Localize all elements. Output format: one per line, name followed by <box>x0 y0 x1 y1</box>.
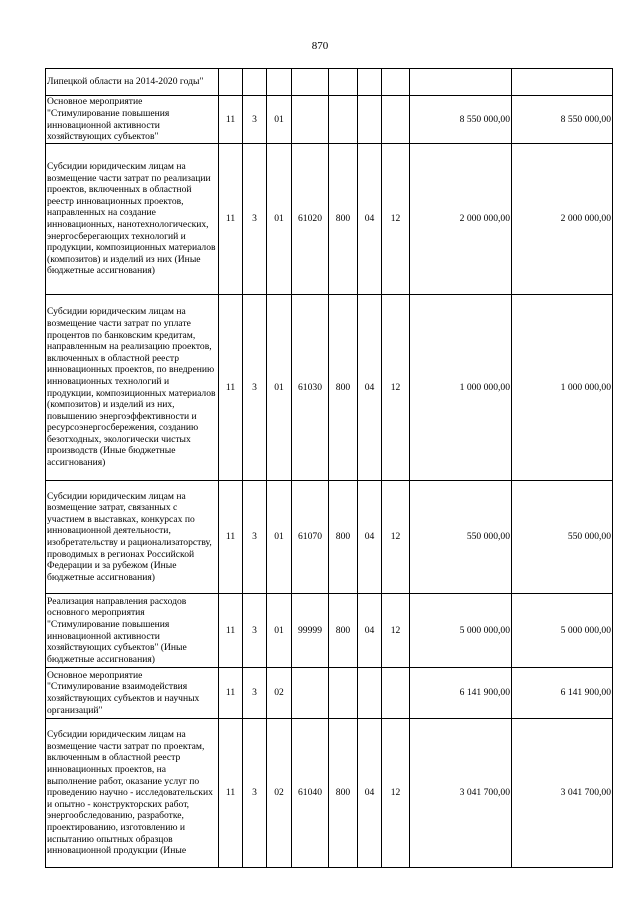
code-cell <box>267 69 292 96</box>
code-cell: 04 <box>358 481 382 594</box>
code-cell: 11 <box>219 96 243 144</box>
code-cell <box>219 69 243 96</box>
row-name: Субсидии юридическим лицам на возмещение части затрат по реализации проектов, включенных в областной реестр инновационных проектов, направленных на создание инновационных, нанотехнологических, энергосберегающих технологий и продукции, композиционных материалов (композитов) и изделий из них (Иные бюджетные ассигнования) <box>46 144 219 295</box>
amount-cell <box>512 69 613 96</box>
code-cell: 11 <box>219 481 243 594</box>
table-row <box>46 69 613 96</box>
code-cell: 3 <box>243 668 267 719</box>
code-cell: 11 <box>219 295 243 481</box>
code-cell: 800 <box>329 295 358 481</box>
code-cell <box>358 69 382 96</box>
code-cell: 61030 <box>292 295 329 481</box>
amount-cell: 8 550 000,00 <box>410 96 512 144</box>
code-cell: 12 <box>382 295 410 481</box>
code-cell <box>358 96 382 144</box>
code-cell: 99999 <box>292 594 329 668</box>
code-cell: 61040 <box>292 719 329 868</box>
code-cell <box>382 69 410 96</box>
code-cell: 11 <box>219 144 243 295</box>
code-cell: 01 <box>267 481 292 594</box>
code-cell: 01 <box>267 295 292 481</box>
amount-cell: 5 000 000,00 <box>512 594 613 668</box>
table-row <box>46 96 613 144</box>
code-cell <box>382 96 410 144</box>
amount-cell: 550 000,00 <box>410 481 512 594</box>
code-cell: 12 <box>382 719 410 868</box>
code-cell: 3 <box>243 594 267 668</box>
code-cell <box>329 668 358 719</box>
table-row <box>46 668 613 719</box>
amount-cell <box>410 69 512 96</box>
row-name: Субсидии юридическим лицам на возмещение части затрат по уплате процентов по банковским кредитам, направленным на реализацию проектов, включенных в областной реестр инновационных проектов, по внедрению инновационных технологий и продукции, композиционных материалов (композитов) и изделий из них, повышению энергоэффективности и ресурсоэнергосбережения, созданию безотходных, экологически чистых производств (Иные бюджетные ассигнования) <box>46 295 219 481</box>
code-cell: 02 <box>267 719 292 868</box>
code-cell: 800 <box>329 144 358 295</box>
amount-cell: 3 041 700,00 <box>410 719 512 868</box>
code-cell: 04 <box>358 594 382 668</box>
amount-cell: 1 000 000,00 <box>512 295 613 481</box>
table-row <box>46 144 613 295</box>
code-cell: 3 <box>243 719 267 868</box>
budget-table <box>45 68 613 868</box>
code-cell: 12 <box>382 594 410 668</box>
row-name: Субсидии юридическим лицам на возмещение затрат, связанных с участием в выставках, конкурсах по инновационной деятельности, изобретательству и рационализаторству, проводимых в регионах Российской Федерации и за рубежом (Иные бюджетные ассигнования) <box>46 481 219 594</box>
code-cell: 11 <box>219 668 243 719</box>
code-cell: 04 <box>358 295 382 481</box>
code-cell <box>292 668 329 719</box>
code-cell: 04 <box>358 144 382 295</box>
code-cell: 800 <box>329 719 358 868</box>
code-cell: 12 <box>382 481 410 594</box>
table-row <box>46 594 613 668</box>
amount-cell: 2 000 000,00 <box>512 144 613 295</box>
code-cell: 11 <box>219 719 243 868</box>
code-cell <box>243 69 267 96</box>
code-cell <box>382 668 410 719</box>
code-cell: 3 <box>243 481 267 594</box>
code-cell: 800 <box>329 481 358 594</box>
code-cell: 02 <box>267 668 292 719</box>
row-name: Липецкой области на 2014-2020 годы" <box>46 69 219 96</box>
code-cell: 01 <box>267 96 292 144</box>
code-cell <box>358 668 382 719</box>
code-cell: 3 <box>243 96 267 144</box>
code-cell: 800 <box>329 594 358 668</box>
code-cell: 01 <box>267 594 292 668</box>
code-cell: 12 <box>382 144 410 295</box>
row-name: Реализация направления расходов основного мероприятия "Стимулирование повышения инновационной активности хозяйствующих субъектов" (Иные бюджетные ассигнования) <box>46 594 219 668</box>
table-row <box>46 719 613 868</box>
amount-cell: 3 041 700,00 <box>512 719 613 868</box>
code-cell <box>292 96 329 144</box>
amount-cell: 6 141 900,00 <box>410 668 512 719</box>
table-row <box>46 481 613 594</box>
code-cell <box>329 96 358 144</box>
code-cell: 61020 <box>292 144 329 295</box>
amount-cell: 2 000 000,00 <box>410 144 512 295</box>
row-name: Субсидии юридическим лицам на возмещение части затрат по проектам, включенным в областной реестр инновационных проектов, на выполнение работ, оказание услуг по проведению научно - исследовательских и опытно - конструкторских работ, энергообследованию, разработке, проектированию, изготовлению и испытанию опытных образцов инновационной продукции (Иные <box>46 719 219 868</box>
code-cell <box>329 69 358 96</box>
code-cell: 01 <box>267 144 292 295</box>
code-cell <box>292 69 329 96</box>
code-cell: 3 <box>243 144 267 295</box>
amount-cell: 8 550 000,00 <box>512 96 613 144</box>
code-cell: 11 <box>219 594 243 668</box>
amount-cell: 550 000,00 <box>512 481 613 594</box>
code-cell: 3 <box>243 295 267 481</box>
amount-cell: 6 141 900,00 <box>512 668 613 719</box>
code-cell: 04 <box>358 719 382 868</box>
amount-cell: 1 000 000,00 <box>410 295 512 481</box>
row-name: Основное мероприятие "Стимулирование повышения инновационной активности хозяйствующих субъектов" <box>46 96 219 144</box>
page-number: 870 <box>311 40 329 52</box>
code-cell: 61070 <box>292 481 329 594</box>
table-row <box>46 295 613 481</box>
amount-cell: 5 000 000,00 <box>410 594 512 668</box>
row-name: Основное мероприятие "Стимулирование взаимодействия хозяйствующих субъектов и научных организаций" <box>46 668 219 719</box>
